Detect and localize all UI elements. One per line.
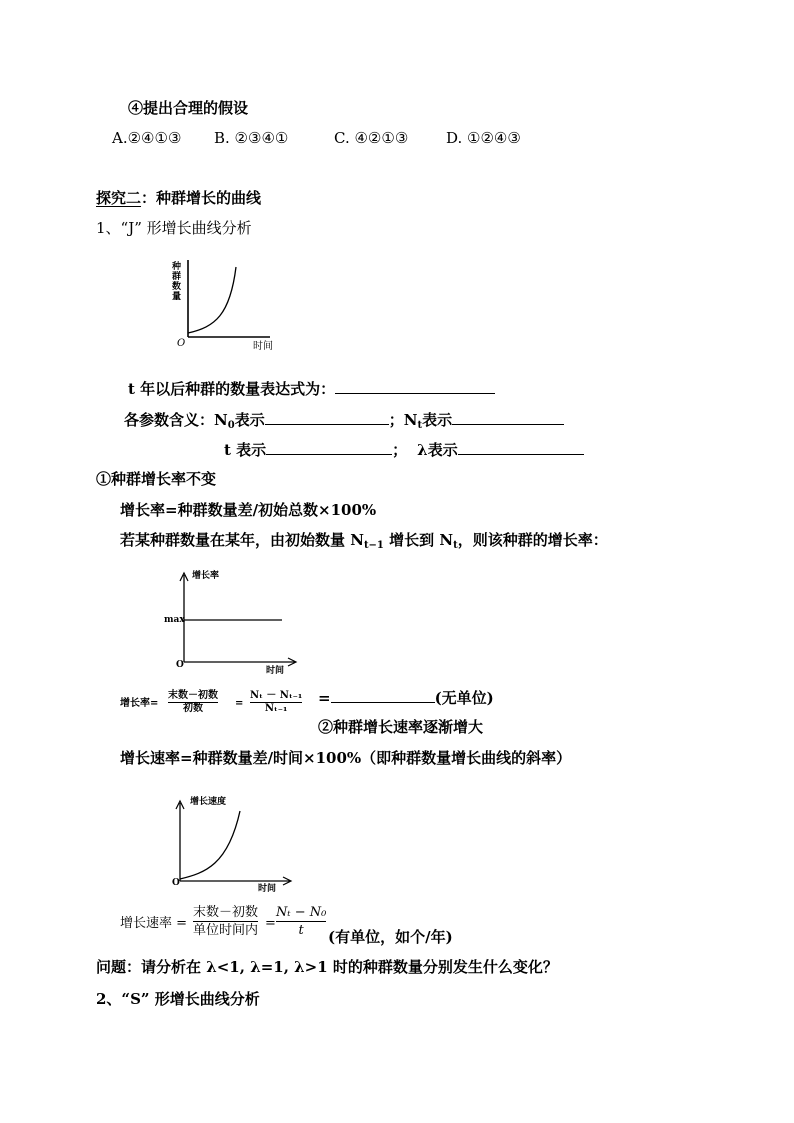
j-curve-graph bbox=[170, 255, 280, 355]
speed-graph-xlabel: 时间 bbox=[258, 884, 277, 894]
speed-formula-lhs: 增长速率 = bbox=[120, 916, 188, 931]
speed-formula-den2: t bbox=[298, 923, 304, 938]
rate-scenario-b: 增长到 N bbox=[383, 531, 454, 549]
problem-text: 问题：请分析在 λ<1, λ=1, λ>1 时的种群数量分别发生什么变化？ bbox=[96, 958, 558, 976]
speed-formula-num2: Nₜ − N₀ bbox=[276, 905, 327, 920]
params-sep-1: ； bbox=[388, 411, 404, 429]
rate-formula-lhs: 增长率= bbox=[120, 698, 159, 709]
speed-unit: (有单位，如个/年) bbox=[328, 928, 453, 946]
rate-formula-num1: 末数－初数 bbox=[168, 690, 218, 701]
t-label: t 表示 bbox=[224, 441, 267, 459]
t-blank[interactable] bbox=[266, 438, 392, 455]
j-expr-blank[interactable] bbox=[335, 377, 495, 394]
rate-graph-ylabel: 增长率 bbox=[192, 571, 220, 581]
rate-formula-den1: 初数 bbox=[183, 703, 203, 714]
j-curve-heading: 1、“J” 形增长曲线分析 bbox=[96, 219, 252, 237]
rate-graph-xlabel: 时间 bbox=[266, 666, 285, 676]
n0-blank[interactable] bbox=[265, 408, 389, 425]
nt-label: N bbox=[403, 411, 418, 429]
j-params-line-2 bbox=[224, 438, 584, 460]
j-params-lead: 各参数含义： bbox=[124, 411, 215, 429]
rate-formula-frac2 bbox=[250, 690, 302, 715]
rate-scenario-c: ，则该种群的增长率： bbox=[457, 531, 608, 549]
speed-graph-ylabel: 增长速度 bbox=[190, 797, 227, 807]
j-curve-xlabel: 时间 bbox=[253, 341, 273, 352]
rate-scenario-a: 若某种群数量在某年，由初始数量 N bbox=[120, 531, 364, 549]
rate-scenario bbox=[120, 530, 608, 556]
option-a: A.②④①③ bbox=[112, 129, 182, 147]
rate-scenario-sub1: t−1 bbox=[363, 540, 384, 551]
j-curve-ylabel: 种群数量 bbox=[172, 262, 182, 302]
option-d: D. ①②④③ bbox=[446, 129, 521, 147]
lambda-blank[interactable] bbox=[458, 438, 584, 455]
n0-label: N bbox=[214, 411, 228, 429]
j-params-line bbox=[124, 408, 564, 436]
option-b: B. ②③④① bbox=[214, 129, 289, 147]
rate-scenario-sub2: t bbox=[453, 540, 458, 551]
rate-formula-eq: = bbox=[235, 698, 244, 709]
option-c: C. ④②①③ bbox=[334, 129, 409, 147]
speed-heading: ②种群增长速率逐渐增大 bbox=[318, 718, 484, 736]
j-curve-origin: O bbox=[177, 338, 186, 349]
nt-blank[interactable] bbox=[452, 408, 564, 425]
speed-graph-origin: O bbox=[172, 878, 180, 888]
speed-formula-eq: = bbox=[265, 916, 276, 931]
j-expr-prompt: t 年以后种群的数量表达式为： bbox=[128, 380, 336, 398]
n0-tail: 表示 bbox=[234, 411, 265, 429]
speed-formula-num1: 末数－初数 bbox=[193, 905, 259, 920]
rate-result-unit: (无单位) bbox=[434, 689, 494, 707]
question-item-4: ④提出合理的假设 bbox=[128, 99, 249, 117]
j-expr-line bbox=[128, 377, 495, 399]
nt-sub: t bbox=[417, 420, 423, 431]
rate-formula-den2: Nₜ₋₁ bbox=[264, 703, 288, 714]
nt-tail: 表示 bbox=[422, 411, 453, 429]
rate-graph-origin: O bbox=[176, 660, 184, 670]
speed-definition: 增长速率=种群数量差/时间×100%（即种群数量增长曲线的斜率） bbox=[120, 749, 572, 767]
rate-formula-num2: Nₜ － Nₜ₋₁ bbox=[250, 690, 303, 701]
rate-graph-max: max bbox=[164, 615, 185, 625]
speed-formula-den1: 单位时间内 bbox=[193, 923, 259, 938]
params-sep-2: ； bbox=[392, 441, 408, 459]
speed-curve bbox=[180, 811, 240, 879]
section-title-sep: ： bbox=[141, 189, 157, 207]
rate-result-blank[interactable] bbox=[331, 686, 435, 703]
rate-formula-frac1 bbox=[168, 690, 218, 715]
rate-definition: 增长率=种群数量差/初始总数×100% bbox=[120, 501, 377, 519]
rate-result bbox=[318, 686, 494, 708]
speed-formula-frac2 bbox=[276, 904, 326, 939]
section-title-text: 种群增长的曲线 bbox=[156, 189, 262, 207]
section-title-prefix: 探究二 bbox=[96, 189, 142, 207]
speed-formula-frac1 bbox=[193, 904, 258, 939]
speed-graph bbox=[160, 793, 310, 893]
s-curve-heading: 2、“S” 形增长曲线分析 bbox=[96, 990, 260, 1008]
n0-sub: 0 bbox=[227, 420, 235, 431]
rate-result-eq: = bbox=[318, 689, 331, 707]
rate-heading: ①种群增长率不变 bbox=[96, 470, 217, 488]
lambda-label: λ表示 bbox=[417, 441, 458, 459]
section-title bbox=[96, 188, 261, 208]
j-curve-line bbox=[188, 267, 236, 333]
